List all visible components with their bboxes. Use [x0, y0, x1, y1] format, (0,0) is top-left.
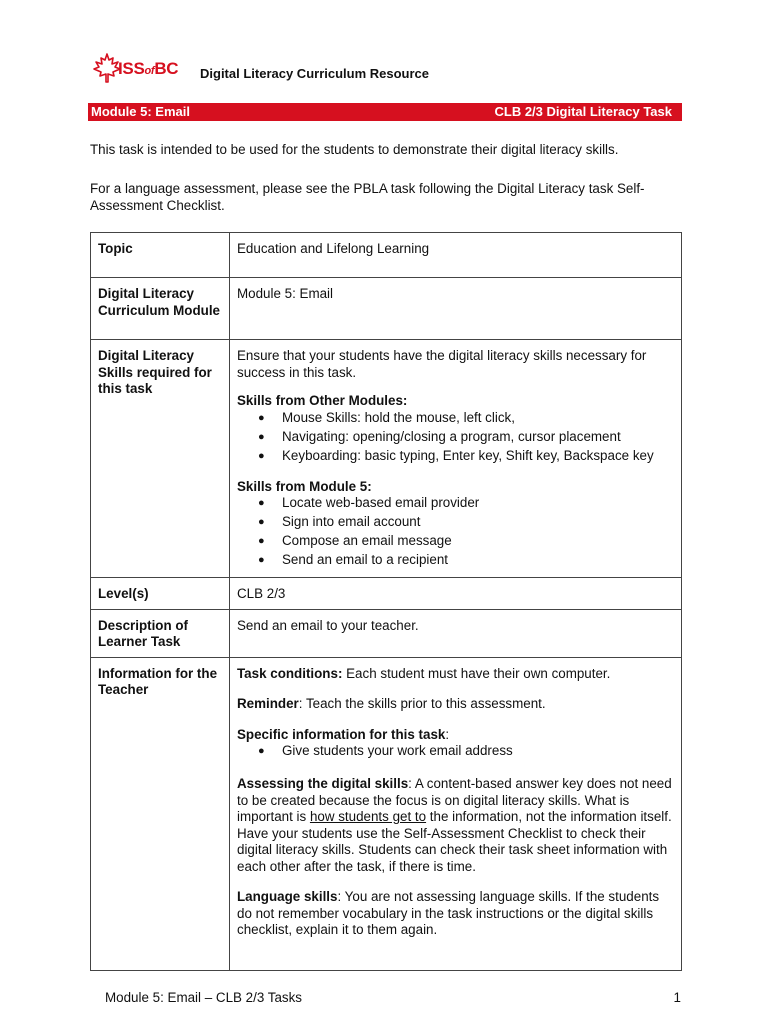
assessing-digital-skills: Assessing the digital skills: A content-based answer key does not need to be created because the focus is on digital literacy skills. What is important is how students get to the information, not the information itself. Have your students use the Self-Assessment Checklist to check their digital literacy skills. Students can check their task sheet information with each other after the task, if there is time. [237, 776, 672, 874]
list-item: ● Send an email to a recipient [282, 552, 674, 569]
list-item: ● Give students your work email address [282, 743, 674, 760]
reminder: Reminder: Teach the skills prior to this assessment. [237, 696, 546, 711]
task-table [90, 232, 682, 971]
levels-label: Level(s) [91, 578, 230, 610]
table-row [91, 233, 682, 278]
topic-value: Education and Lifelong Learning [230, 233, 682, 278]
teacher-info-label: Information for the Teacher [91, 657, 230, 970]
module-banner [88, 103, 682, 121]
list-item: ● Navigating: opening/closing a program, cursor placement [282, 429, 674, 446]
list-item: ● Keyboarding: basic typing, Enter key, Shift key, Backspace key [282, 448, 674, 465]
table-row [91, 609, 682, 657]
list-item: ● Locate web-based email provider [282, 495, 674, 512]
skills-intro: Ensure that your students have the digital literacy skills necessary for success in this task. [237, 348, 647, 380]
task-conditions: Task conditions: Each student must have their own computer. [237, 665, 611, 681]
footer-label: Module 5: Email – CLB 2/3 Tasks [105, 990, 302, 1005]
assessment-note-line-2: Assessment Checklist. [90, 198, 225, 213]
header-title: Digital Literacy Curriculum Resource [200, 66, 430, 81]
skills-cell [230, 340, 682, 578]
module-label: Digital Literacy Curriculum Module [91, 278, 230, 340]
description-value: Send an email to your teacher. [230, 609, 682, 657]
table-row [91, 578, 682, 610]
page-footer [105, 990, 681, 1005]
logo-wordmark: ISSofBC [118, 59, 179, 78]
list-item: ● Mouse Skills: hold the mouse, left click, [282, 410, 674, 427]
banner-module-label: Module 5: Email [91, 104, 190, 119]
list-item: ● Compose an email message [282, 533, 674, 550]
intro-paragraph: This task is intended to be used for the students to demonstrate their digital literacy skills. [90, 142, 619, 157]
description-label: Description of Learner Task [91, 609, 230, 657]
teacher-info-cell [230, 657, 682, 970]
module5-list [237, 495, 674, 569]
language-skills: Language skills: You are not assessing language skills. If the students do not remember vocabulary in the task instructions or the digital skills checklist, explain it to them again. [237, 889, 660, 937]
specific-info-list [237, 743, 674, 760]
topic-label: Topic [91, 233, 230, 278]
page-number: 1 [673, 990, 681, 1005]
assessment-note-line-1: For a language assessment, please see the PBLA task following the Digital Literacy task Self- [90, 181, 645, 196]
page-header [92, 52, 692, 88]
module5-heading: Skills from Module 5: [237, 478, 372, 494]
assessment-note [90, 180, 680, 214]
skills-label: Digital Literacy Skills required for this task [91, 340, 230, 578]
other-modules-heading: Skills from Other Modules: [237, 393, 408, 408]
module-value: Module 5: Email [230, 278, 682, 340]
table-row [91, 278, 682, 340]
levels-value: CLB 2/3 [230, 578, 682, 610]
issofbc-logo [92, 52, 188, 84]
banner-task-label: CLB 2/3 Digital Literacy Task [494, 104, 672, 119]
specific-info-heading: Specific information for this task: [237, 726, 450, 742]
list-item: ● Sign into email account [282, 514, 674, 531]
table-row [91, 657, 682, 970]
table-row [91, 340, 682, 578]
other-modules-list [237, 410, 674, 465]
